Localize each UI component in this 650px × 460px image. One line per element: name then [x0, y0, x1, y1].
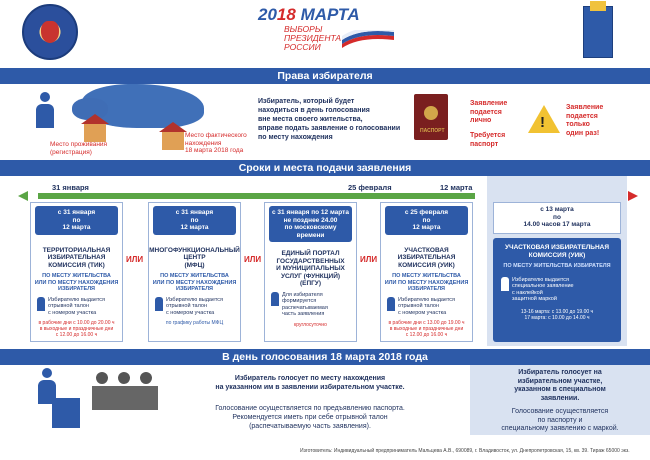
date-label-feb25: 25 февраля: [348, 183, 392, 192]
card-epgu: [264, 202, 357, 342]
card-epgu-period: с 31 января по 12 марта не позднее 24.00 по московскому времени: [269, 206, 352, 242]
card-epgu-note: Для избирателя формируется распечатываемая часть заявления: [282, 291, 328, 317]
voting-day-right-main: Избиратель голосует на избирательном участке, указанном в специальном заявлении.: [514, 369, 606, 402]
card-tik: [30, 202, 123, 342]
card-tik-period: с 31 января по 12 марта: [35, 206, 118, 235]
passport-required-text: Требуется паспорт: [470, 132, 506, 148]
voter-mini-icon: [501, 277, 509, 291]
voting-day-sub-text: Голосование осуществляется по предъявлению паспорта. Рекомендуется иметь при себе отрывной талон (распечатываемую часть заявления).: [215, 405, 405, 430]
card-late-scope: ПО МЕСТУ ЖИТЕЛЬСТВА ИЗБИРАТЕЛЯ: [503, 263, 611, 269]
passport-cover-text: ПАСПОРТ: [420, 128, 445, 134]
election-title-line-2: ПРЕЗИДЕНТА: [284, 33, 342, 43]
card-late-period: с 13 марта по 14.00 часов 17 марта: [523, 206, 591, 228]
timeline-arrow-right-icon: [628, 191, 638, 201]
or-separator-3: ИЛИ: [360, 255, 378, 264]
timeline-bar-green: [38, 193, 475, 199]
statement-personal-text: Заявление подается лично: [470, 100, 508, 124]
card-mfc-hours: по графику работы МФЦ: [165, 320, 224, 326]
section-deadlines-title: Сроки и места подачи заявления: [0, 160, 650, 176]
card-late-note: Избирателю выдается специальное заявление с наклейкой защитной маркой: [512, 276, 574, 302]
section-voting-day-title: В день голосования 18 марта 2018 года: [0, 349, 650, 365]
footer-producer-text: Изготовитель: Индивидуальный предприниматель Мальцева А.В., 690089, г. Владивосток, ул. Днепропетровская, 15, кв. 39. Тираж 65000 экз.: [300, 448, 630, 454]
card-tik-scope: ПО МЕСТУ ЖИТЕЛЬСТВА ИЛИ ПО МЕСТУ НАХОЖДЕНИЯ ИЗБИРАТЕЛЯ: [34, 273, 119, 292]
card-uik: [380, 202, 473, 342]
card-mfc: [148, 202, 241, 342]
card-uik-org: УЧАСТКОВАЯ ИЗБИРАТЕЛЬНАЯ КОМИССИЯ (УИК): [397, 246, 456, 269]
card-mfc-note-row: [155, 297, 236, 317]
home-house-icon: [84, 124, 106, 142]
card-uik-note: Избирателю выдается отрывной талон с номером участка: [398, 296, 456, 316]
card-tik-note: Избирателю выдается отрывной талон с номером участка: [48, 296, 106, 316]
date-label-jan31: 31 января: [52, 183, 89, 192]
card-mfc-scope: ПО МЕСТУ ЖИТЕЛЬСТВА ИЛИ ПО МЕСТУ НАХОЖДЕНИЯ ИЗБИРАТЕЛЯ: [152, 273, 237, 292]
warning-exclamation-icon: !: [540, 114, 545, 131]
card-tik-org: ТЕРРИТОРИАЛЬНАЯ ИЗБИРАТЕЛЬНАЯ КОМИССИЯ (ТИК): [42, 246, 111, 269]
card-late-uik: [493, 238, 621, 342]
voter-person-icon: [36, 92, 54, 128]
voter-mini-icon: [155, 297, 163, 311]
date-label-mar12: 12 марта: [440, 183, 473, 192]
card-epgu-org: ЕДИНЫЙ ПОРТАЛ ГОСУДАРСТВЕННЫХ И МУНИЦИПАЛЬНЫХ УСЛУГ (ФУНКЦИЙ) (ЕПГУ): [276, 250, 345, 287]
ballot-box-icon: [52, 398, 80, 428]
card-late-period-box: [493, 202, 621, 234]
card-epgu-hours: круглосуточно: [294, 321, 327, 328]
cik-emblem-logo: [22, 4, 78, 60]
voter-mini-icon: [37, 297, 45, 311]
card-late-hours: 13-16 марта: с 13.00 до 19.00 ч 17 марта: с 10.00 до 14.00 ч: [520, 308, 594, 321]
voter-mini-icon: [387, 297, 395, 311]
place-actual-label: Место фактического нахождения 18 марта 2018 года: [185, 132, 247, 154]
regional-commission-logo: [583, 6, 613, 58]
election-date-heading: 2018 МАРТА: [258, 5, 360, 24]
actual-location-house-icon: [162, 132, 184, 150]
voting-day-right-sub: Голосование осуществляется по паспорту и специальному заявлению с маркой.: [501, 408, 619, 432]
card-tik-hours: в рабочие дни с 10.00 до 20.00 ч в выходные и праздничные дни с 12.00 до 16.00 ч: [38, 320, 115, 338]
card-uik-period: с 25 февраля по 12 марта: [385, 206, 468, 235]
section-voter-rights-title: Права избирателя: [0, 68, 650, 84]
voter-mini-icon: [271, 292, 279, 306]
card-mfc-note: Избирателю выдается отрывной талон с номером участка: [166, 296, 224, 316]
card-uik-scope: ПО МЕСТУ ЖИТЕЛЬСТВА ИЛИ ПО МЕСТУ НАХОЖДЕНИЯ ИЗБИРАТЕЛЯ: [384, 273, 469, 292]
card-mfc-org: МНОГОФУНКЦИОНАЛЬНЫЙ ЦЕНТР (МФЦ): [149, 246, 240, 269]
election-title-line-1: ВЫБОРЫ: [284, 24, 323, 34]
card-epgu-note-row: [271, 292, 352, 318]
timeline-arrow-left-icon: [18, 191, 28, 201]
election-title-line-3: РОССИИ: [284, 42, 321, 52]
card-uik-note-row: [387, 297, 468, 317]
voting-day-main-text: Избиратель голосует по месту нахождения на указанном им в заявлении избирательном участке.: [215, 375, 405, 391]
card-mfc-period: с 31 января по 12 марта: [153, 206, 236, 235]
or-separator-1: ИЛИ: [126, 255, 144, 264]
card-late-note-row: [501, 277, 617, 303]
place-residence-label: Место проживания (регистрация): [50, 141, 108, 156]
or-separator-2: ИЛИ: [244, 255, 262, 264]
voter-rights-main-text: Избиратель, который будет находиться в день голосования вне места своего жительства, вправе подать заявление о голосовании по месту нахождения: [258, 98, 401, 141]
card-late-org: УЧАСТКОВАЯ ИЗБИРАТЕЛЬНАЯ КОМИССИЯ (УИК): [504, 244, 610, 259]
card-uik-hours: в рабочие дни с 13.00 до 19.00 ч в выходные и праздничные дни с 12.00 до 16.00 ч: [388, 320, 465, 338]
commission-members-icon: [92, 372, 158, 412]
card-tik-note-row: [37, 297, 118, 317]
once-only-text: Заявление подается только один раз!: [566, 104, 604, 137]
russian-flag-ribbon-icon: [340, 30, 396, 52]
